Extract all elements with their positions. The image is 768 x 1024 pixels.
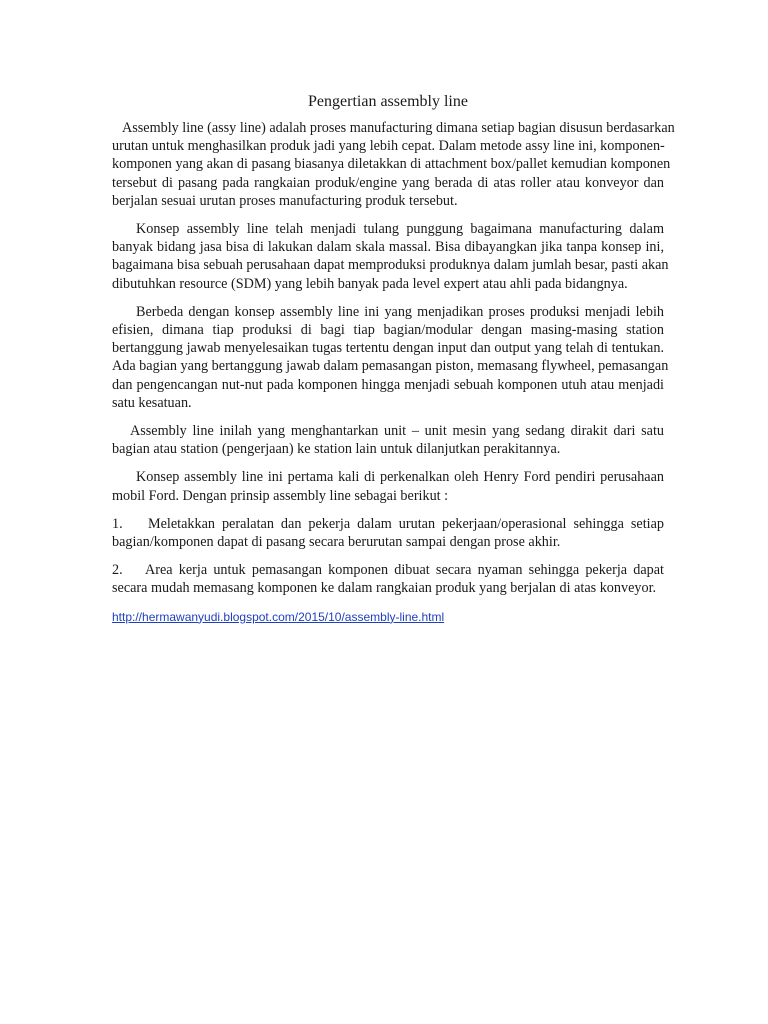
list-number: 1. xyxy=(112,515,123,532)
text-line xyxy=(112,515,664,533)
text-line: bertanggung jawab menyelesaikan tugas tertentu dengan input dan output yang telah di tentukan. xyxy=(112,340,664,357)
list-item-1 xyxy=(112,515,664,551)
text-line: secara mudah memasang komponen ke dalam rangkaian produk yang berjalan di atas konveyor. xyxy=(112,580,657,597)
text-line: komponen yang akan di pasang biasanya diletakkan di attachment box/pallet kemudian komponen xyxy=(112,156,671,173)
paragraph-2 xyxy=(112,220,669,293)
text-line: dan pengencangan nut-nut pada komponen hingga menjadi sebuah komponen utuh atau menjadi xyxy=(112,376,664,393)
list-item-2 xyxy=(112,561,664,597)
text-line: Ada bagian yang bertanggung jawab dalam pemasangan piston, memasang flywheel, pemasangan xyxy=(112,358,669,375)
paragraph-3 xyxy=(112,303,669,412)
paragraph-5 xyxy=(112,468,664,504)
text-line: Berbeda dengan konsep assembly line ini yang menjadikan proses produksi menjadi lebih xyxy=(136,303,664,320)
text-line: bagaimana bisa sebuah perusahaan dapat memproduksi produknya dalam jumlah besar, pasti akan xyxy=(112,257,669,274)
document-page xyxy=(112,92,675,626)
text-line: bagian/komponen dapat di pasang secara berurutan sampai dengan prose akhir. xyxy=(112,534,561,551)
paragraph-4 xyxy=(112,422,664,458)
paragraph-1 xyxy=(112,119,675,210)
text-line: Assembly line inilah yang menghantarkan unit – unit mesin yang sedang dirakit dari satu xyxy=(130,423,664,440)
text-line: efisien, dimana tiap produksi di bagi tiap bagian/modular dengan masing-masing station xyxy=(112,322,664,339)
text-line: Assembly line (assy line) adalah proses manufacturing dimana setiap bagian disusun berdasarkan xyxy=(122,120,675,136)
source-link[interactable]: http://hermawanyudi.blogspot.com/2015/10/assembly-line.html xyxy=(112,609,445,624)
text-line: bagian atau station (pengerjaan) ke station lain untuk dilanjutkan perakitannya. xyxy=(112,441,561,458)
text-line: urutan untuk menghasilkan produk jadi yang lebih cepat. Dalam metode assy line ini, komponen- xyxy=(112,138,665,155)
list-text: Meletakkan peralatan dan pekerja dalam urutan pekerjaan/operasional sehingga setiap xyxy=(148,515,664,532)
text-line: satu kesatuan. xyxy=(112,394,192,411)
list-number: 2. xyxy=(112,562,123,579)
text-line: Konsep assembly line telah menjadi tulang punggung bagaimana manufacturing dalam xyxy=(136,221,664,238)
text-line: Konsep assembly line ini pertama kali di perkenalkan oleh Henry Ford pendiri perusahaan xyxy=(136,469,664,486)
text-line: mobil Ford. Dengan prinsip assembly line sebagai berikut : xyxy=(112,487,449,504)
text-line: tersebut di pasang pada rangkaian produk/engine yang berada di atas roller atau konveyor dan xyxy=(112,174,664,191)
text-line xyxy=(112,561,664,579)
text-line: dibutuhkan resource (SDM) yang lebih banyak pada level expert atau ahli pada bidangnya. xyxy=(112,275,628,292)
text-line: berjalan sesuai urutan proses manufacturing produk tersebut. xyxy=(112,192,458,209)
document-title: Pengertian assembly line xyxy=(308,93,468,110)
text-line: banyak bidang jasa bisa di lakukan dalam skala massal. Bisa dibayangkan jika tanpa konsep ini, xyxy=(112,239,664,256)
list-text: Area kerja untuk pemasangan komponen dibuat secara nyaman sehingga pekerja dapat xyxy=(145,562,664,579)
